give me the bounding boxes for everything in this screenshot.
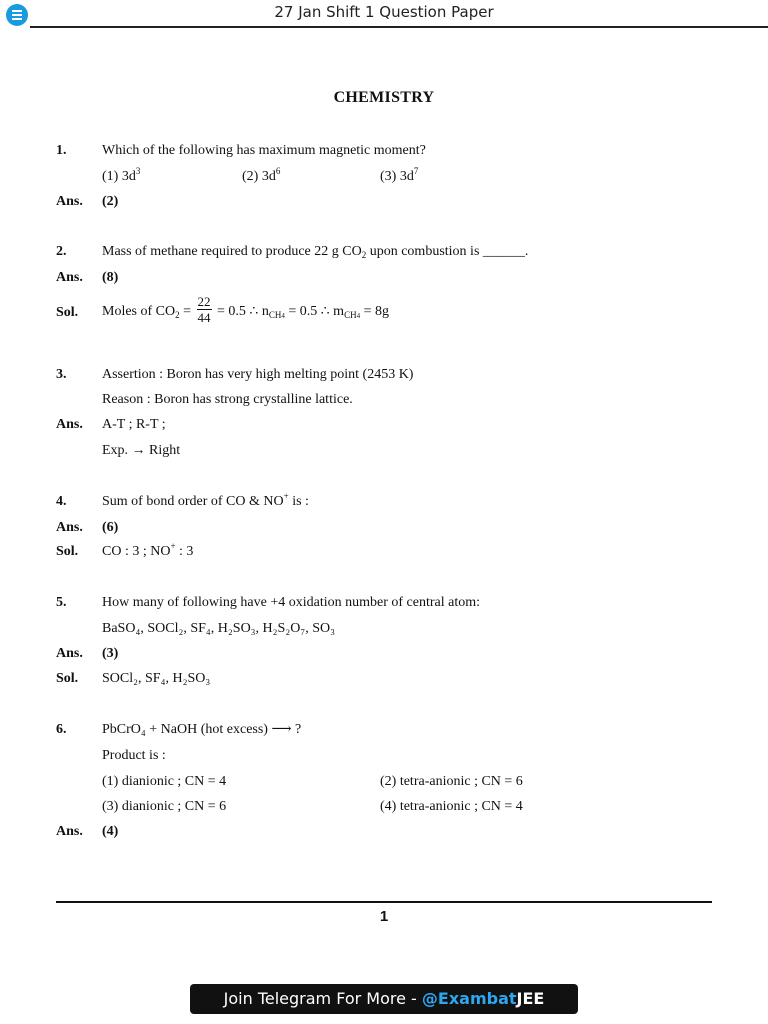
q1-number: 1. xyxy=(56,143,67,158)
q6-number: 6. xyxy=(56,722,67,737)
q6-option-2: (2) tetra-anionic ; CN = 6 xyxy=(380,774,523,789)
q2-answer: (8) xyxy=(102,270,119,285)
q4-solution: CO : 3 ; NO+ : 3 xyxy=(102,541,194,559)
q1-option-2: (2) $3d^6$ xyxy=(242,166,281,184)
q6-ans-label: Ans. xyxy=(56,824,83,839)
page-number: 1 xyxy=(379,908,389,925)
q2-sol-label: Sol. xyxy=(56,305,79,320)
q1-option-1: (1) $3d^3$ xyxy=(102,166,141,184)
q2-text: Mass of methane required to produce 22 g $CO_2$ upon combustion is ______. xyxy=(102,244,529,260)
page-header xyxy=(0,0,768,28)
q5-solution: SOCl₂, SF₄, H₂SO₃ xyxy=(102,671,211,686)
q4-sol-label: Sol. xyxy=(56,544,79,559)
q6-option-3: (3) dianionic ; CN = 6 xyxy=(102,799,227,814)
q6-text: PbCrO₄ + NaOH (hot excess) ⟶ ? xyxy=(102,722,302,737)
q5-sol-label: Sol. xyxy=(56,671,79,686)
q5-answer: (3) xyxy=(102,646,119,661)
q3-assertion: Assertion : Boron has very high melting point (2453 K) xyxy=(102,367,414,382)
q4-number: 4. xyxy=(56,494,67,509)
footer-divider xyxy=(56,901,712,903)
header-divider xyxy=(30,26,768,28)
q1-ans-label: Ans. xyxy=(56,194,83,209)
q6-product-prompt: Product is : xyxy=(102,748,166,763)
banner-text: Join Telegram For More - xyxy=(223,989,422,1008)
q3-ans-label: Ans. xyxy=(56,417,83,432)
q6-option-1: (1) dianionic ; CN = 4 xyxy=(102,774,227,789)
q3-reason: Reason : Boron has strong crystalline lattice. xyxy=(102,392,353,407)
q1-text: Which of the following has maximum magnetic moment? xyxy=(102,143,426,158)
telegram-banner[interactable] xyxy=(190,984,578,1014)
q6-option-4: (4) tetra-anionic ; CN = 4 xyxy=(380,799,523,814)
q1-answer: (2) xyxy=(102,194,119,209)
q2-solution: Moles of $CO_2$ = $\frac{22}{44}$ = 0.5 ∴ $n_{CH4} = 0.5$ ∴ $m_{CH4} = 8g$ xyxy=(102,294,389,326)
q5-ans-label: Ans. xyxy=(56,646,83,661)
subject-title: CHEMISTRY xyxy=(333,89,435,106)
q5-number: 5. xyxy=(56,595,67,610)
banner-handle[interactable]: @Exambat xyxy=(421,989,517,1008)
q2-fraction: $\frac{22}{44}$ xyxy=(197,294,211,326)
q3-explanation: Exp. → Right xyxy=(102,443,181,458)
q5-text: How many of following have +4 oxidation number of central atom: xyxy=(102,595,481,610)
q3-number: 3. xyxy=(56,367,67,382)
q4-ans-label: Ans. xyxy=(56,520,83,535)
q4-text: Sum of bond order of CO & NO+ is : xyxy=(102,491,309,509)
banner-handle-suffix: JEE xyxy=(516,989,545,1008)
q2-number: 2. xyxy=(56,244,67,259)
q3-answer: A-T ; R-T ; xyxy=(102,417,166,432)
q6-answer: (4) xyxy=(102,824,119,839)
q4-answer: (6) xyxy=(102,520,119,535)
header-title: 27 Jan Shift 1 Question Paper xyxy=(274,3,494,21)
q2-ans-label: Ans. xyxy=(56,270,83,285)
q1-option-3: (3) $3d^7$ xyxy=(380,166,419,184)
q5-compound-list: BaSO₄, SOCl₂, SF₄, H₂SO₃, H₂S₂O₇, SO₃ xyxy=(102,621,335,636)
